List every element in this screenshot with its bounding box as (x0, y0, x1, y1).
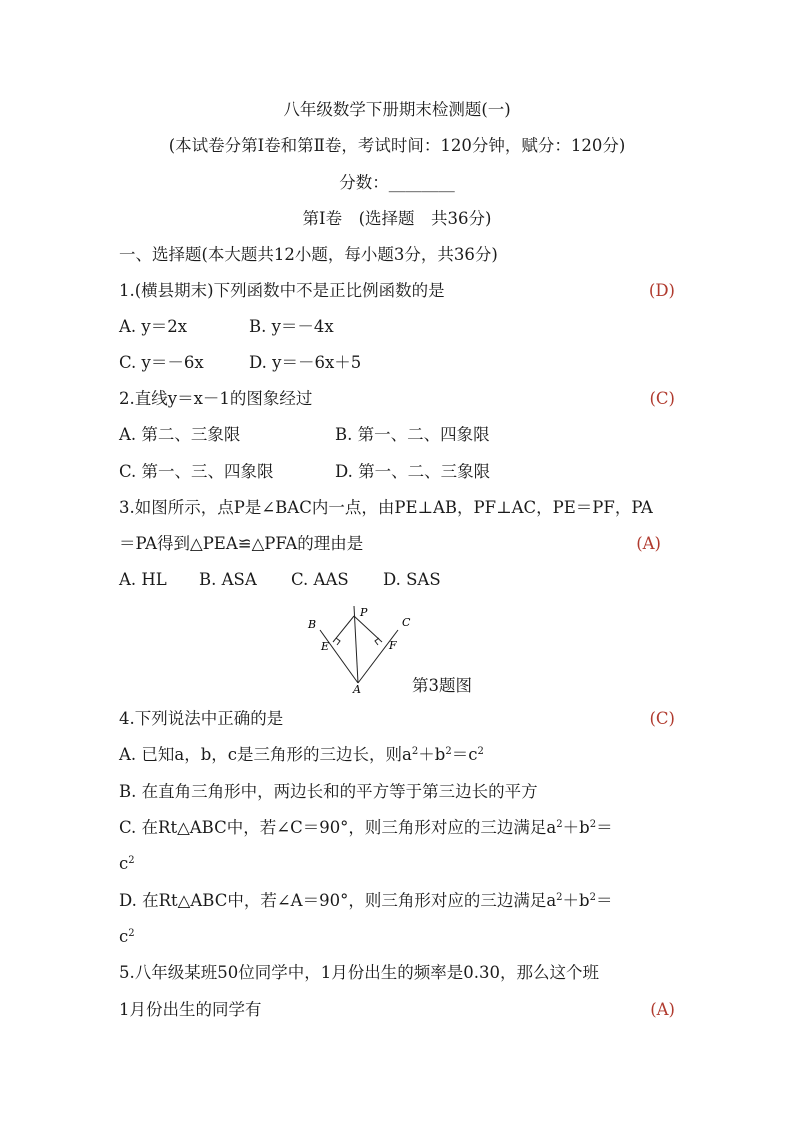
label-c: C (402, 616, 411, 629)
question-5-stem-line-2 (119, 995, 679, 1025)
option-c-text: ＝ (596, 818, 613, 837)
question-4-stem: 4.下列说法中正确的是 (119, 709, 284, 728)
right-angle-mark-f (375, 638, 379, 645)
superscript: 2 (556, 892, 563, 903)
question-1-option-b: B. y＝－4x (249, 317, 334, 336)
question-2-answer: (C) (649, 389, 675, 408)
score-line: 分数：________ (339, 173, 455, 192)
question-2-option-c: C. 第一、三、四象限 (119, 462, 274, 481)
question-4-answer: (C) (649, 709, 675, 728)
question-4-option-d (119, 886, 679, 916)
question-3-stem-line-2 (119, 529, 679, 559)
label-f: F (389, 639, 397, 652)
question-1-option-c: C. y＝－6x (119, 353, 204, 372)
option-a-text: ＝c (451, 745, 478, 764)
question-5-stem-line-1: 5.八年级某班50位同学中，1月份出生的频率是0.30，那么这个班 (119, 963, 599, 982)
question-1 (119, 276, 679, 306)
superscript: 2 (589, 819, 597, 830)
question-1-option-d: D. y＝－6x＋5 (249, 353, 362, 372)
question-3-caption: 第3题图 (412, 676, 472, 695)
superscript: 2 (411, 746, 419, 757)
question-2-option-d: D. 第一、二、三象限 (335, 462, 491, 481)
question-4-option-d-wrap (119, 922, 679, 952)
question-3-option-b: B. ASA (199, 570, 257, 589)
superscript: 2 (445, 746, 452, 757)
option-d-text: ＝ (595, 891, 613, 910)
question-4-option-c (119, 813, 679, 843)
option-c-text: c (119, 854, 129, 873)
question-3-figure (302, 604, 422, 694)
question-2 (119, 384, 679, 414)
option-d-text: ＋b (562, 891, 590, 910)
question-3-answer: (A) (636, 534, 661, 553)
label-e: E (321, 640, 330, 653)
question-3-option-d: D. SAS (383, 570, 441, 589)
question-4-option-a (119, 740, 679, 770)
label-p: P (360, 606, 368, 619)
question-5-answer: (A) (650, 1000, 675, 1019)
option-a-text: A. 已知a，b，c是三角形的三边长，则a (119, 745, 412, 764)
question-1-stem: 1.(横县期末)下列函数中不是正比例函数的是 (119, 281, 445, 300)
question-1-answer: (D) (648, 281, 675, 300)
superscript: 2 (477, 746, 484, 757)
option-d-text: c (119, 927, 129, 946)
part-title: 第Ⅰ卷 (选择题 共36分) (302, 209, 492, 228)
question-3-options (119, 565, 679, 595)
question-2-options-row-2 (119, 457, 679, 487)
question-2-options-row-1 (119, 420, 679, 450)
question-2-option-a: A. 第二、三象限 (119, 425, 241, 444)
option-c-text: C. 在Rt△ABC中，若∠C＝90°，则三角形对应的三边满足a (119, 818, 557, 837)
superscript: 2 (128, 855, 135, 866)
superscript: 2 (128, 928, 135, 939)
question-4 (119, 704, 679, 734)
label-b: B (308, 618, 317, 631)
superscript: 2 (556, 819, 563, 830)
superscript: 2 (589, 892, 596, 903)
question-3-stem-line-1: 3.如图所示，点P是∠BAC内一点，由PE⊥AB，PF⊥AC，PE＝PF，PA (119, 498, 653, 517)
question-4-option-b: B. 在直角三角形中，两边长和的平方等于第三边长的平方 (119, 782, 538, 801)
question-2-stem: 2.直线y＝x－1的图象经过 (119, 389, 313, 408)
right-angle-mark-e (336, 638, 340, 645)
option-a-text: ＋b (418, 745, 446, 764)
option-c-text: ＋b (562, 818, 590, 837)
question-1-options-row-1 (119, 312, 679, 342)
question-3-stem-tail: ＝PA得到△PEA≌△PFA的理由是 (119, 534, 364, 553)
question-3-option-a: A. HL (119, 570, 167, 589)
ray-ab (320, 630, 358, 683)
question-1-option-a: A. y＝2x (119, 317, 188, 336)
exam-subtitle: (本试卷分第Ⅰ卷和第Ⅱ卷，考试时间：120分钟，赋分：120分) (168, 136, 626, 155)
label-a: A (353, 683, 361, 694)
question-2-option-b: B. 第一、二、四象限 (335, 425, 490, 444)
question-3-option-c: C. AAS (291, 570, 349, 589)
question-1-options-row-2 (119, 348, 679, 378)
segment-pf (354, 616, 382, 642)
section-heading: 一、选择题(本大题共12小题，每小题3分，共36分) (119, 245, 498, 264)
question-4-option-c-wrap (119, 849, 679, 879)
option-d-text: D. 在Rt△ABC中，若∠A＝90°，则三角形对应的三边满足a (119, 891, 557, 910)
question-5-stem-tail: 1月份出生的同学有 (119, 1000, 262, 1019)
exam-title: 八年级数学下册期末检测题(一) (283, 100, 511, 119)
